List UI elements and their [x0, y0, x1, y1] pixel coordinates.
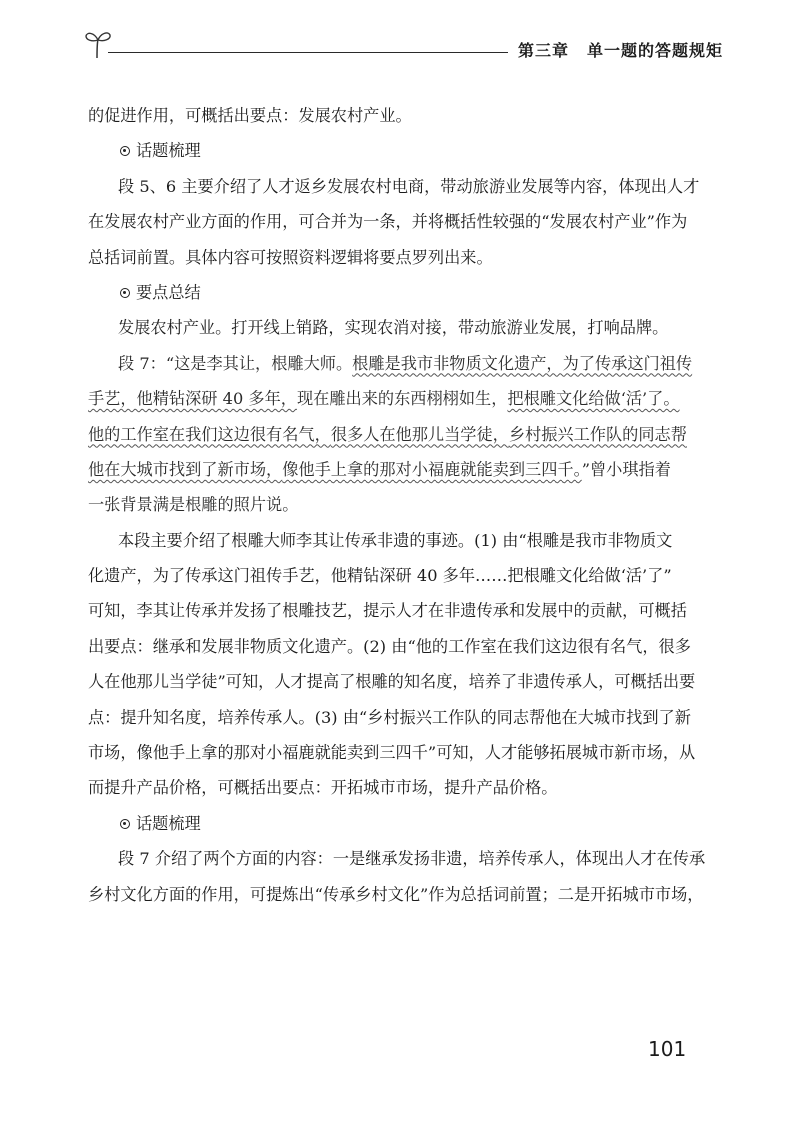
underlined-quote: 根雕是我市非物质文化遗产，为了传承这门祖传	[352, 353, 693, 373]
text-line: 在发展农村产业方面的作用，可合并为一条，并将概括性较强的“发展农村产业”作为	[88, 212, 688, 232]
chapter-number: 第三章	[518, 41, 570, 60]
text-line: 本段主要介绍了根雕大师李其让传承非遗的事迹。(1) 由“根雕是我市非物质文	[118, 530, 673, 550]
circle-dot-icon	[120, 819, 130, 829]
underlined-quote: 像他手上拿的那对小福鹿就能卖到三四千。	[282, 459, 582, 479]
quoted-paragraph-line	[88, 346, 706, 381]
text-line: 市场，像他手上拿的那对小福鹿就能卖到三四千”可知，人才能够拓展城市新市场，从	[88, 743, 696, 763]
underlined-quote: 他在大城市找到了新市场，	[88, 459, 283, 479]
topic-heading-label: 要点总结	[136, 282, 201, 302]
circle-dot-icon	[120, 288, 130, 298]
text-line: 段 7 介绍了两个方面的内容：一是继承发扬非遗，培养传承人，体现出人才在传承	[118, 849, 706, 869]
topic-heading	[88, 806, 706, 841]
circle-dot-icon	[120, 146, 130, 156]
text-line: 点：提升知名度，培养传承人。(3) 由“乡村振兴工作队的同志帮他在大城市找到了新	[88, 707, 691, 727]
underlined-quote: 很多人在他那儿当学徒，	[330, 424, 509, 444]
quoted-paragraph-line	[88, 417, 706, 452]
chapter-title	[518, 38, 723, 61]
sprout-icon	[84, 28, 112, 60]
underlined-quote: 他的工作室在我们这边很有名气，	[88, 424, 331, 444]
topic-heading	[88, 275, 706, 310]
text-line: 发展农村产业。打开线上销路，实现农消对接，带动旅游业发展，打响品牌。	[118, 318, 669, 338]
underlined-quote: 手艺，他精钻深研 40 多年，	[88, 389, 297, 409]
quote-text: ”曾小琪指着	[581, 459, 671, 479]
text-line: 总括词前置。具体内容可按照资料逻辑将要点罗列出来。	[88, 247, 493, 267]
topic-heading-label: 话题梳理	[136, 141, 201, 161]
quoted-paragraph-line	[88, 452, 706, 487]
chapter-name: 单一题的答题规矩	[587, 41, 724, 60]
quoted-paragraph-line	[88, 381, 706, 416]
page-number: 101	[648, 1037, 687, 1061]
underlined-quote: 乡村振兴工作队的同志帮	[508, 424, 687, 444]
text-line: 而提升产品价格，可概括出要点：开拓城市市场，提升产品价格。	[88, 778, 558, 798]
topic-heading-label: 话题梳理	[136, 813, 201, 833]
topic-heading	[88, 133, 706, 168]
text-line: 乡村文化方面的作用，可提炼出“传承乡村文化”作为总括词前置；二是开拓城市市场，	[88, 884, 704, 904]
quoted-paragraph-line: 一张背景满是根雕的照片说。	[88, 495, 299, 515]
text-line: 可知，李其让传承并发扬了根雕技艺，提示人才在非遗传承和发展中的贡献，可概括	[88, 601, 687, 621]
running-header	[78, 28, 724, 68]
text-line: 人在他那儿当学徒”可知，人才提高了根雕的知名度，培养了非遗传承人，可概括出要	[88, 672, 696, 692]
text-line: 的促进作用，可概括出要点：发展农村产业。	[88, 106, 412, 125]
text-line: 段 5、6 主要介绍了人才返乡发展农村电商，带动旅游业发展等内容，体现出人才	[118, 176, 700, 196]
header-rule	[108, 52, 508, 53]
page-body	[88, 98, 706, 912]
underlined-quote: 把根雕文化给做‘活’了。	[507, 389, 680, 409]
text-line: 出要点：继承和发展非物质文化遗产。(2) 由“他的工作室在我们这边很有名气，很多	[88, 636, 691, 656]
text-line: 化遗产，为了传承这门祖传手艺，他精钻深研 40 多年……把根雕文化给做‘活’了”	[88, 566, 672, 586]
quote-text: 现在雕出来的东西栩栩如生，	[296, 389, 508, 409]
quote-text: 段 7：“这是李其让，根雕大师。	[118, 353, 353, 373]
